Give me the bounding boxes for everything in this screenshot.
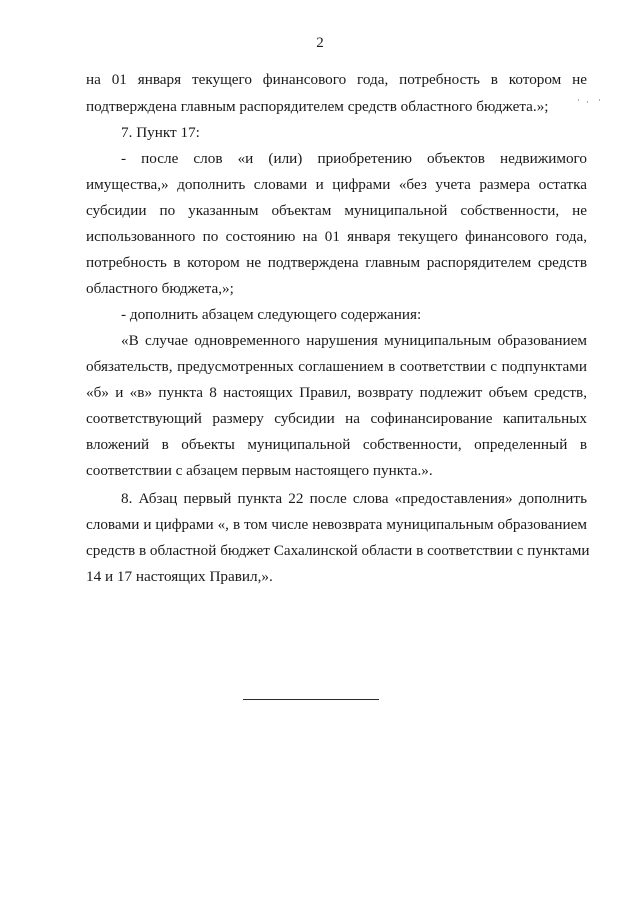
text-line: средств в областной бюджет Сахалинской области в соответствии с пунктами (86, 542, 590, 559)
page-number: 2 (316, 35, 324, 51)
text-line: соответствии с абзацем первым настоящего пункта.». (86, 462, 433, 479)
text-line: на 01 января текущего финансового года, потребность в котором не (86, 71, 587, 88)
text-line: - дополнить абзацем следующего содержания: (121, 306, 422, 323)
scan-speck: · (598, 95, 601, 105)
text-line: имущества,» дополнить словами и цифрами «без учета размера остатка (86, 176, 587, 193)
text-line: «б» и «в» пункта 8 настоящих Правил, возврату подлежит объем средств, (86, 384, 587, 401)
text-line: вложений в объекты муниципальной собственности, определенный в (86, 436, 587, 453)
text-line: областного бюджета,»; (86, 280, 234, 297)
text-line: соответствующий размеру субсидии на софинансирование капитальных (86, 410, 587, 427)
text-line: словами и цифрами «, в том числе невозврата муниципальным образованием (86, 516, 587, 533)
text-line: - после слов «и (или) приобретению объектов недвижимого (121, 150, 587, 167)
text-line: 14 и 17 настоящих Правил,». (86, 568, 273, 585)
text-line: субсидии по указанным объектам муниципальной собственности, не (86, 202, 587, 219)
text-line: подтверждена главным распорядителем средств областного бюджета.»; (86, 98, 549, 115)
scan-speck: · (577, 95, 580, 105)
text-line: потребность в котором не подтверждена главным распорядителем средств (86, 254, 587, 271)
text-line: обязательств, предусмотренных соглашением в соответствии с подпунктами (86, 358, 587, 375)
text-line: «В случае одновременного нарушения муниципальным образованием (121, 332, 587, 349)
scan-speck: · (586, 97, 589, 107)
text-line: использованного по состоянию на 01 января текущего финансового года, (86, 228, 587, 245)
text-line: 8. Абзац первый пункта 22 после слова «предоставления» дополнить (121, 490, 587, 507)
closing-rule (243, 699, 379, 700)
text-line: 7. Пункт 17: (121, 124, 200, 141)
